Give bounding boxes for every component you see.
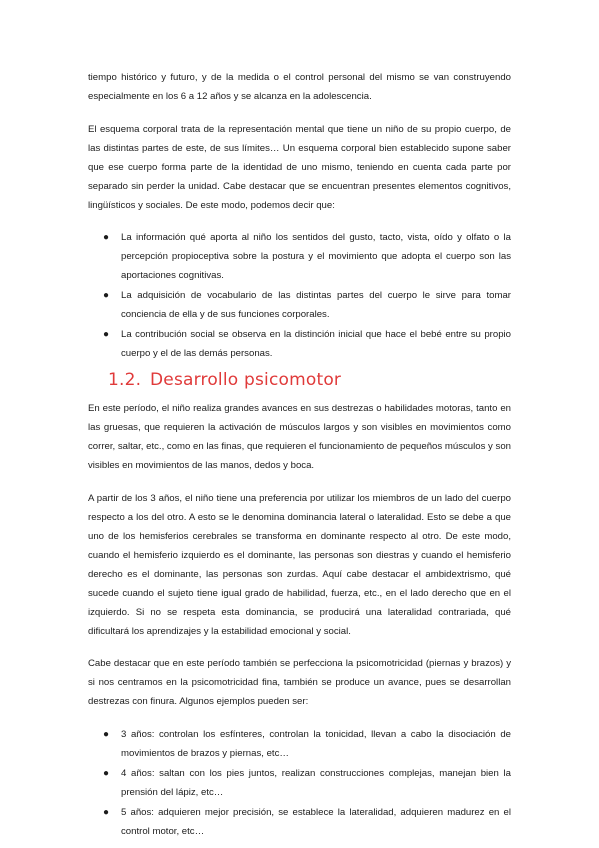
paragraph-lateralidad: A partir de los 3 años, el niño tiene una preferencia por utilizar los miembros de un lado del cuerpo respecto a los del otro. A esto se le denomina dominancia lateral o lateralidad. Esto se debe a que uno de los hemisferios cerebrales se transforma en dominante respecto al otro. De este modo, cuando el hemisferio izquierdo es el dominante, las personas son diestras y cuando el hemisferio derecho es el dominante, las personas son zurdas. Aquí cabe destacar el ambidextrismo, qué sucede cuando el sujeto tiene igual grado de habilidad, fuerza, etc., en el lado derecho que en el izquierdo. Si no se respeta esta dominancia, se producirá una lateralidad contrariada, qué dificultará los aprendizajes y la estabilidad emocional y social.: [88, 492, 511, 637]
list-item: [88, 803, 511, 841]
list-item: [88, 764, 511, 802]
list-item-text: La adquisición de vocabulario de las distintas partes del cuerpo le sirve para tomar conciencia de ella y de sus funciones corporales.: [121, 290, 511, 320]
list-item-text: 5 años: adquieren mejor precisión, se establece la lateralidad, adquieren madurez en el control motor, etc…: [121, 806, 511, 837]
bullet-icon: ●: [103, 767, 110, 779]
list-item-text: 4 años: saltan con los pies juntos, realizan construcciones complejas, manejan bien la prensión del lápiz, etc…: [121, 767, 511, 798]
section-title: Desarrollo psicomotor: [150, 370, 342, 390]
paragraph-avances-motores: En este período, el niño realiza grandes avances en sus destrezas o habilidades motoras, tanto en las gruesas, que requieren la activación de músculos largos y son visibles en movimientos como correr, saltar, etc., como en las finas, que requieren el funcionamiento de pequeños músculos y son visibles en movimientos de las manos, dedos y boca.: [88, 403, 511, 471]
list-item-text: La información qué aporta al niño los sentidos del gusto, tacto, vista, oído y olfato o la percepción propioceptiva sobre la postura y el movimiento que adopta el cuerpo son las aportaciones cognitivas.: [121, 232, 511, 281]
list-item: [88, 286, 511, 324]
bullet-icon: ●: [103, 806, 110, 818]
list-item: [88, 228, 511, 285]
list-item-text: 3 años: controlan los esfínteres, controlan la tonicidad, llevan a cabo la disociación de movimientos de brazos y piernas, etc…: [121, 728, 511, 759]
list-item-text: La contribución social se observa en la distinción inicial que hace el bebé entre su propio cuerpo y el de las demás personas.: [121, 329, 511, 359]
bullet-icon: ●: [103, 329, 110, 340]
paragraph-esquema-corporal: El esquema corporal trata de la representación mental que tiene un niño de su propio cuerpo, de las distintas partes de este, de sus límites… Un esquema corporal bien establecido supone saber que ese cuerpo forma parte de la identidad de uno mismo, teniendo en cuenta cada parte por separado sin perder la unidad. Cabe destacar que se encuentran presentes elementos cognitivos, lingüísticos y sociales. De este modo, podemos decir que:: [88, 123, 511, 211]
paragraph-psicomotricidad: Cabe destacar que en este período también se perfecciona la psicomotricidad (piernas y brazos) y si nos centramos en la psicomotricidad fina, también se produce un avance, pues se desarrollan destrezas con finura. Algunos ejemplos pueden ser:: [88, 658, 511, 707]
bullet-icon: ●: [103, 290, 110, 301]
bullet-list-ejemplos: [88, 725, 511, 841]
bullet-list-esquema: [88, 228, 511, 363]
section-number: 1.2.: [108, 370, 142, 390]
list-item: [88, 725, 511, 763]
paragraph-intro-continuation: tiempo histórico y futuro, y de la medida o el control personal del mismo se van construyendo especialmente en los 6 a 12 años y se alcanza en la adolescencia.: [88, 72, 511, 102]
list-item: [88, 325, 511, 363]
bullet-icon: ●: [103, 232, 110, 243]
section-heading: [108, 367, 511, 393]
bullet-icon: ●: [103, 728, 110, 740]
